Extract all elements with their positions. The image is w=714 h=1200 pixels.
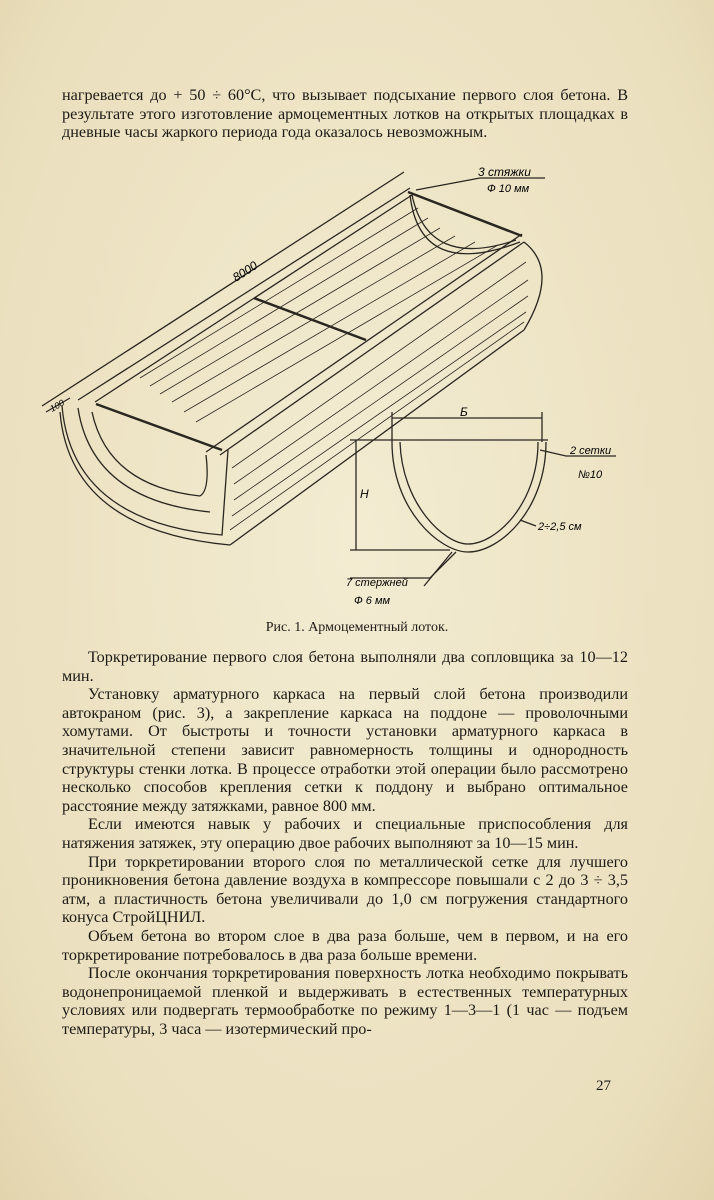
paragraph: Торкретирование первого слоя бетона выполняли два сопловщика за 10—12 мин.: [62, 648, 628, 685]
label-rods-dia: Ф 6 мм: [354, 595, 391, 607]
label-height: Н: [360, 487, 369, 501]
paragraph: Установку арматурного каркаса на первый слой бетона производили автокраном (рис. 3), а закрепление каркаса на поддоне — проволочными хомутами. От быстроты и точности установки арматурного каркаса в значительной степени зависит равномерность толщины и однородность структуры стенки лотка. В процессе отработки этой операции было рассмотрено несколько способов крепления сетки к поддону и выбрано оптимальное расстояние между затяжками, равное 800 мм.: [62, 685, 628, 815]
figure-trough-drawing: [0, 150, 714, 620]
label-edge: 100: [48, 397, 67, 414]
paragraph: Объем бетона во втором слое в два раза больше, чем в первом, и на его торкретирование потребовалось в два раза больше времени.: [62, 926, 628, 964]
paragraph: нагревается до + 50 ÷ 60°С, что вызывает подсыхание первого слоя бетона. В результате этого изготовление армоцементных лотков на открытых площадках в дневные часы жаркого периода года оказалось невозможным.: [62, 86, 628, 142]
top-paragraph-block: [62, 86, 628, 142]
page-number: 27: [596, 1078, 611, 1094]
paragraph: При торкретировании второго слоя по металлической сетке для лучшего проникновения бетона давление воздуха в компрессоре повышали с 2 до 3 ÷ 3,5 атм, а пластичность бетона увеличивали до 1,0 см погружения стандартного конуса СтройЦНИЛ.: [62, 852, 628, 927]
figure-caption: Рис. 1. Армоцементный лоток.: [265, 620, 449, 635]
label-thickness: 2÷2,5 см: [538, 521, 582, 533]
paragraph: Если имеются навык у рабочих и специальные приспособления для натяжения затяжек, эту операцию двое рабочих выполняют за 10—15 мин.: [62, 815, 628, 852]
label-length: 8000: [230, 258, 261, 285]
label-ties: 3 стяжки: [478, 165, 531, 179]
label-ties-dia: Ф 10 мм: [487, 183, 530, 195]
label-mesh-no: №10: [578, 469, 603, 481]
label-width: Б: [460, 405, 468, 419]
label-rods: 7 стержней: [346, 577, 408, 589]
label-mesh: 2 сетки: [570, 445, 612, 457]
paragraph: После окончания торкретирования поверхность лотка необходимо покрывать водонепроницаемой пленкой и выдерживать в естественных температурных условиях или подвергать термообработке по режиму 1—3—1 (1 час — подъем температуры, 3 часа — изотермический про-: [62, 964, 628, 1038]
body-paragraph-block: [62, 648, 628, 1038]
